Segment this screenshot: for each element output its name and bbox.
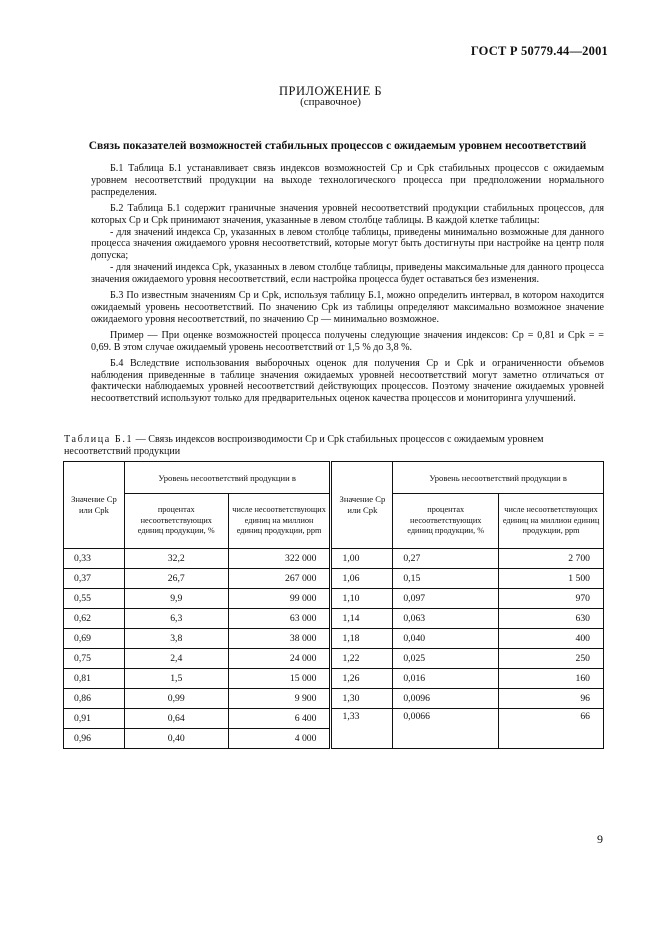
cell-value-left: 0,86 (64, 689, 125, 709)
paragraph-b2: Б.2 Таблица Б.1 содержит граничные значения уровней несоответствий продукции стабильных процессов, для которых Cp и Cpk принимают значения, указанные в левом столбце таблицы. В каждой клетке таблицы: (91, 202, 604, 226)
table-body (64, 549, 604, 749)
appendix-subtitle: (справочное) (300, 96, 361, 108)
header-ppm-right: числе несоответствующих единиц на миллион единиц продукции, ppm (499, 494, 604, 549)
cell-ppm-left: 267 000 (228, 569, 331, 589)
cell-percent-left: 32,2 (124, 549, 228, 569)
cell-ppm-right: 66 (499, 709, 604, 749)
cell-percent-right: 0,016 (393, 669, 499, 689)
table-row (64, 649, 604, 669)
cell-percent-right: 0,0096 (393, 689, 499, 709)
cell-percent-left: 0,64 (124, 709, 228, 729)
cell-percent-left: 1,5 (124, 669, 228, 689)
cell-value-right: 1,26 (331, 669, 393, 689)
table-caption-text: — Связь индексов воспроизводимости Cp и Cpk стабильных процессов с ожидаемым уровнем несоответствий продукции (64, 434, 544, 457)
table-caption (64, 434, 609, 457)
header-ppm-left: числе несоответствующих единиц на миллион единиц продукции, ppm (228, 494, 331, 549)
table-row (64, 669, 604, 689)
header-value-right: Значение Cp или Cpk (331, 462, 393, 549)
section-title: Связь показателей возможностей стабильных процессов с ожидаемым уровнем несоответствий (88, 140, 587, 152)
cell-ppm-right: 160 (499, 669, 604, 689)
paragraph-b2-cpk: - для значений индекса Cpk, указанных в левом столбце таблицы, приведены максимальные для данного процесса значения ожидаемого уровня несоответствий, если настройка процесса будет оставаться без изменения. (91, 262, 604, 286)
cell-ppm-left: 9 900 (228, 689, 331, 709)
cell-value-left: 0,81 (64, 669, 125, 689)
paragraph-b2-cp: - для значений индекса Cp, указанных в левом столбце таблицы, приведены минимально возможные для данного процесса значения ожидаемого уровня несоответствий, которые могут быть достигнуты при настройке на центр поля допуска; (91, 226, 604, 262)
cell-percent-right: 0,063 (393, 609, 499, 629)
cell-percent-right: 0,0066 (393, 709, 499, 749)
cell-ppm-left: 99 000 (228, 589, 331, 609)
table-row (64, 609, 604, 629)
cell-value-left: 0,33 (64, 549, 125, 569)
header-percent-left: процентах несоответствующих единиц продукции, % (124, 494, 228, 549)
cell-ppm-left: 6 400 (228, 709, 331, 729)
cell-ppm-left: 24 000 (228, 649, 331, 669)
cell-value-left: 0,91 (64, 709, 125, 729)
cell-percent-left: 26,7 (124, 569, 228, 589)
cell-percent-left: 6,3 (124, 609, 228, 629)
cell-value-left: 0,75 (64, 649, 125, 669)
page-number: 9 (597, 832, 603, 846)
cell-value-right: 1,06 (331, 569, 393, 589)
header-value-left: Значение Cp или Cpk (64, 462, 125, 549)
appendix-title: ПРИЛОЖЕНИЕ Б (278, 84, 383, 98)
cell-percent-left: 0,40 (124, 729, 228, 749)
paragraph-b4: Б.4 Вследствие использования выборочных оценок для получения Cp и Cpk и ограниченности объемов наблюдения приведенные в таблице значения ожидаемых уровней несоответствий могут заметно отличаться от фактически наблюдаемых уровней несоответствий действующих процессов. Поэтому значение ожидаемых уровней несоответствий используют только для предварительных оценок качества процессов и мониторинга улучшений. (91, 357, 604, 405)
cell-ppm-right: 96 (499, 689, 604, 709)
table-row (64, 629, 604, 649)
cell-ppm-left: 63 000 (228, 609, 331, 629)
cell-percent-right: 0,15 (393, 569, 499, 589)
cell-ppm-left: 38 000 (228, 629, 331, 649)
cell-percent-left: 2,4 (124, 649, 228, 669)
cell-percent-right: 0,025 (393, 649, 499, 669)
document-header: ГОСТ Р 50779.44—2001 (470, 44, 608, 58)
cell-ppm-right: 250 (499, 649, 604, 669)
cell-value-left: 0,37 (64, 569, 125, 589)
table-row (64, 549, 604, 569)
paragraph-b3: Б.3 По известным значениям Cp и Cpk, используя таблицу Б.1, можно определить интервал, в котором находится ожидаемый уровень несоответствий. По значению Cpk из таблицы определяют максимально возможное значение ожидаемого уровня несоответствий, по значению Cp — минимально возможное. (91, 290, 604, 325)
cell-value-left: 0,55 (64, 589, 125, 609)
cell-percent-right: 0,040 (393, 629, 499, 649)
cell-percent-right: 0,27 (393, 549, 499, 569)
cell-ppm-left: 15 000 (228, 669, 331, 689)
body-text (91, 163, 604, 409)
cell-percent-left: 3,8 (124, 629, 228, 649)
paragraph-example: Пример — При оценке возможностей процесса получены следующие значения индексов: Cp = 0,81 и Cpk = = 0,69. В этом случае ожидаемый уровень несоответствий от 1,5 % до 3,8 %. (91, 329, 604, 353)
cell-ppm-right: 2 700 (499, 549, 604, 569)
cell-value-right: 1,33 (331, 709, 393, 749)
cell-value-right: 1,14 (331, 609, 393, 629)
cell-value-left: 0,62 (64, 609, 125, 629)
cell-percent-left: 0,99 (124, 689, 228, 709)
cell-percent-right: 0,097 (393, 589, 499, 609)
cell-value-right: 1,30 (331, 689, 393, 709)
cell-value-right: 1,10 (331, 589, 393, 609)
cell-value-left: 0,96 (64, 729, 125, 749)
cell-value-right: 1,00 (331, 549, 393, 569)
table-caption-prefix: Таблица Б.1 (64, 434, 134, 445)
header-group-right: Уровень несоответствий продукции в (393, 462, 604, 494)
cell-ppm-right: 970 (499, 589, 604, 609)
header-percent-right: процентах несоответствующих единиц продукции, % (393, 494, 499, 549)
cell-value-right: 1,18 (331, 629, 393, 649)
table-row (64, 709, 604, 729)
table-row (64, 589, 604, 609)
cell-ppm-right: 400 (499, 629, 604, 649)
paragraph-b1: Б.1 Таблица Б.1 устанавливает связь индексов возможностей Cp и Cpk стабильных процессов с ожидаемым уровнем несоответствий продукции на выходе технологического процесса при предположении нормального распределения. (91, 163, 604, 198)
cell-ppm-left: 4 000 (228, 729, 331, 749)
cell-ppm-right: 1 500 (499, 569, 604, 589)
cell-value-right: 1,22 (331, 649, 393, 669)
cell-ppm-left: 322 000 (228, 549, 331, 569)
header-group-left: Уровень несоответствий продукции в (124, 462, 331, 494)
cell-value-left: 0,69 (64, 629, 125, 649)
capability-table (63, 461, 604, 749)
table-row (64, 689, 604, 709)
table-row (64, 569, 604, 589)
cell-ppm-right: 630 (499, 609, 604, 629)
cell-percent-left: 9,9 (124, 589, 228, 609)
